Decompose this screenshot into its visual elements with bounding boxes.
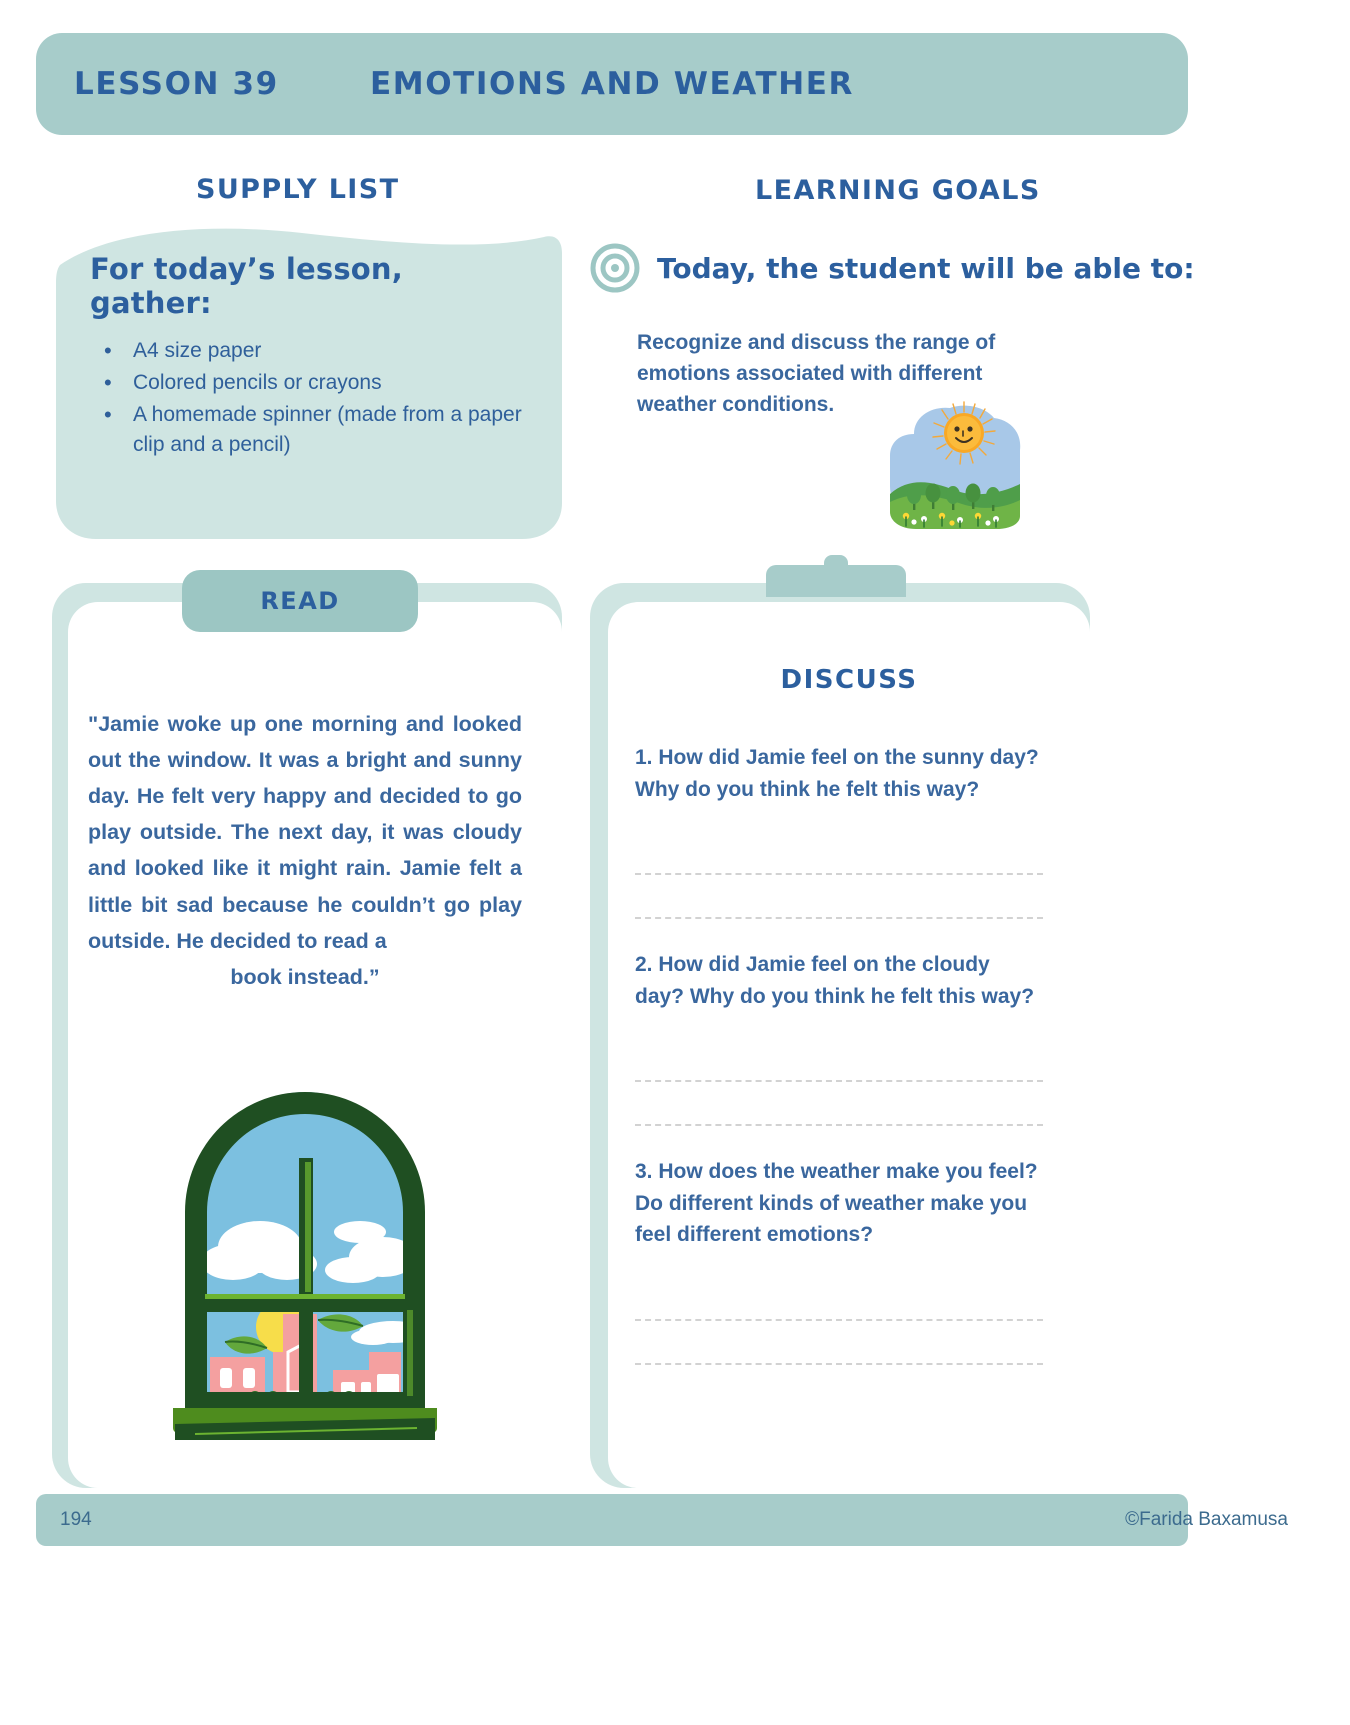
- list-item: • A4 size paper: [90, 336, 530, 366]
- supply-items-list: [90, 336, 530, 460]
- list-item: • Colored pencils or crayons: [90, 368, 530, 398]
- read-tab[interactable]: [182, 570, 418, 632]
- learning-goals-lead: Today, the student will be able to:: [657, 252, 1195, 285]
- supply-list-content: [90, 252, 530, 462]
- answer-line[interactable]: [635, 1038, 1043, 1082]
- list-item: 2. How did Jamie feel on the cloudy day? Why do you think he felt this way?: [635, 953, 1035, 1008]
- discuss-questions: [635, 742, 1043, 1395]
- copyright-credit: ©Farida Baxamusa: [1125, 1509, 1288, 1530]
- read-tab-label: READ: [260, 587, 340, 615]
- answer-line[interactable]: [635, 1082, 1043, 1126]
- supply-list-lead: For today’s lesson, gather:: [90, 252, 403, 320]
- answer-line[interactable]: [635, 875, 1043, 919]
- list-item: • A homemade spinner (made from a paper clip and a pencil): [90, 400, 530, 460]
- discuss-heading: DISCUSS: [780, 665, 918, 695]
- list-item: 1. How did Jamie feel on the sunny day? Why do you think he felt this way?: [635, 746, 1039, 801]
- answer-lines-group: [635, 831, 1043, 919]
- arched-window-illustration: [155, 1052, 455, 1442]
- answer-lines-group: [635, 1038, 1043, 1126]
- clipboard-clip-icon: [766, 565, 906, 597]
- lesson-number: LESSON 39: [74, 66, 279, 102]
- answer-lines-group: [635, 1277, 1043, 1365]
- learning-goals-body: Recognize and discuss the range of emotions associated with different weather conditions.: [637, 331, 996, 416]
- supply-list-heading: SUPPLY LIST: [196, 174, 400, 205]
- header-banner: [36, 33, 1188, 135]
- answer-line[interactable]: [635, 831, 1043, 875]
- footer-bar: [36, 1494, 1188, 1546]
- story-last-line: book instead.”: [230, 964, 380, 989]
- page-title: EMOTIONS AND WEATHER: [369, 66, 855, 102]
- read-story-text: [88, 706, 522, 995]
- sunny-landscape-illustration: [880, 398, 1028, 538]
- answer-line[interactable]: [635, 1321, 1043, 1365]
- target-icon: [590, 243, 640, 293]
- learning-goals-heading: LEARNING GOALS: [755, 175, 1041, 206]
- list-item: 3. How does the weather make you feel? Do different kinds of weather make you feel different emotions?: [635, 1160, 1038, 1246]
- answer-line[interactable]: [635, 1277, 1043, 1321]
- story-body: "Jamie woke up one morning and looked out the window. It was a bright and sunny day. He felt very happy and decided to go play outside. The next day, it was cloudy and looked like it might rain. Jamie felt a little bit sad because he couldn’t go play outside. He decided to read a: [88, 712, 522, 953]
- page-number: 194: [60, 1509, 92, 1530]
